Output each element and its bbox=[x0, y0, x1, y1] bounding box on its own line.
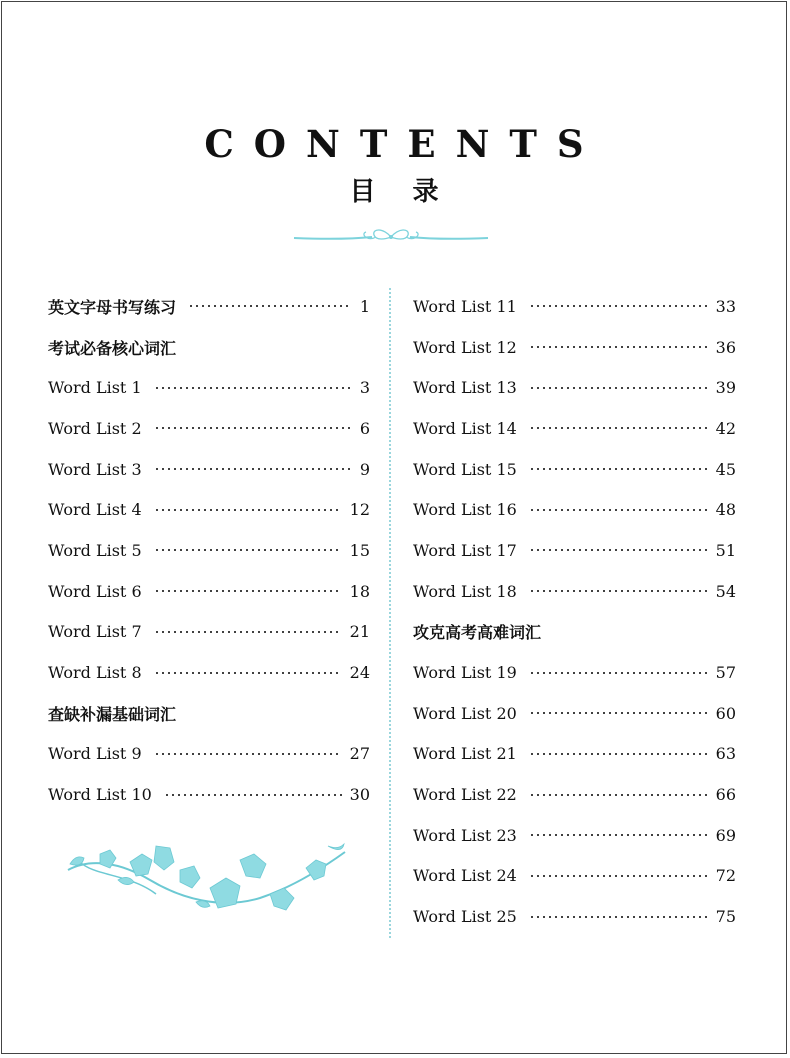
page-subtitle: 目 录 bbox=[349, 177, 453, 207]
toc-page-number: 6 bbox=[359, 418, 370, 438]
dot-leader bbox=[154, 753, 342, 755]
toc-right-column bbox=[413, 286, 736, 937]
toc-page-number: 18 bbox=[349, 581, 370, 601]
toc-page-number: 27 bbox=[349, 744, 370, 764]
column-divider bbox=[389, 288, 391, 938]
toc-page-number: 48 bbox=[715, 500, 736, 520]
toc-section-heading bbox=[413, 612, 736, 653]
toc-entry-label: Word List 15 bbox=[413, 459, 517, 479]
toc-entry-label: Word List 14 bbox=[413, 418, 517, 438]
toc-entry-label: Word List 6 bbox=[48, 581, 142, 601]
toc-entry[interactable] bbox=[413, 530, 736, 571]
flourish-ornament-icon bbox=[292, 224, 490, 248]
toc-page-number: 12 bbox=[349, 500, 370, 520]
toc-page-number: 75 bbox=[715, 907, 736, 927]
dot-leader bbox=[529, 794, 708, 796]
toc-entry[interactable] bbox=[413, 652, 736, 693]
toc-entry-label: Word List 11 bbox=[413, 296, 517, 316]
toc-entry-label: 考试必备核心词汇 bbox=[48, 338, 177, 358]
dot-leader bbox=[154, 468, 352, 470]
toc-entry-label: Word List 8 bbox=[48, 663, 142, 683]
toc-page-number: 60 bbox=[715, 703, 736, 723]
toc-page-number: 3 bbox=[359, 378, 370, 398]
toc-entry-label: Word List 9 bbox=[48, 744, 142, 764]
toc-entry-label: Word List 25 bbox=[413, 907, 517, 927]
toc-page-number: 21 bbox=[349, 622, 370, 642]
toc-entry-label: 攻克高考高难词汇 bbox=[413, 623, 542, 643]
toc-left-column bbox=[48, 286, 370, 815]
dot-leader bbox=[529, 753, 708, 755]
ivy-vine-icon bbox=[60, 840, 350, 928]
toc-entry-label: Word List 12 bbox=[413, 337, 517, 357]
toc-entry[interactable] bbox=[413, 327, 736, 368]
toc-entry[interactable] bbox=[48, 449, 370, 490]
toc-page-number: 30 bbox=[349, 785, 370, 805]
toc-entry[interactable] bbox=[413, 896, 736, 937]
dot-leader bbox=[154, 672, 342, 674]
toc-entry[interactable] bbox=[48, 571, 370, 612]
toc-entry-label: Word List 7 bbox=[48, 622, 142, 642]
dot-leader bbox=[154, 427, 352, 429]
toc-entry[interactable] bbox=[48, 734, 370, 775]
toc-entry[interactable] bbox=[413, 367, 736, 408]
dot-leader bbox=[529, 672, 708, 674]
dot-leader bbox=[164, 794, 342, 796]
toc-entry[interactable] bbox=[48, 530, 370, 571]
dot-leader bbox=[529, 346, 708, 348]
dot-leader bbox=[154, 509, 342, 511]
toc-page-number: 51 bbox=[715, 540, 736, 560]
dot-leader bbox=[529, 834, 708, 836]
toc-entry-label: Word List 20 bbox=[413, 703, 517, 723]
toc-entry-label: Word List 5 bbox=[48, 540, 142, 560]
toc-entry[interactable] bbox=[413, 489, 736, 530]
toc-entry-label: 查缺补漏基础词汇 bbox=[48, 704, 177, 724]
toc-entry[interactable] bbox=[48, 612, 370, 653]
toc-entry[interactable] bbox=[413, 571, 736, 612]
toc-entry[interactable] bbox=[413, 734, 736, 775]
toc-page-number: 39 bbox=[715, 378, 736, 398]
dot-leader bbox=[154, 387, 352, 389]
toc-entry[interactable] bbox=[48, 652, 370, 693]
dot-leader bbox=[154, 549, 342, 551]
dot-leader bbox=[529, 549, 708, 551]
toc-entry-label: Word List 18 bbox=[413, 581, 517, 601]
toc-page-number: 9 bbox=[359, 459, 370, 479]
toc-entry-label: Word List 10 bbox=[48, 785, 152, 805]
toc-section-heading bbox=[48, 693, 370, 734]
toc-page-number: 42 bbox=[715, 418, 736, 438]
toc-entry-label: Word List 2 bbox=[48, 418, 142, 438]
toc-entry[interactable] bbox=[413, 286, 736, 327]
dot-leader bbox=[529, 916, 708, 918]
dot-leader bbox=[529, 712, 708, 714]
toc-entry-label: Word List 22 bbox=[413, 785, 517, 805]
toc-page-number: 66 bbox=[715, 785, 736, 805]
toc-page-number: 54 bbox=[715, 581, 736, 601]
toc-entry[interactable] bbox=[413, 774, 736, 815]
toc-page-number: 72 bbox=[715, 866, 736, 886]
dot-leader bbox=[154, 631, 342, 633]
toc-entry-label: Word List 21 bbox=[413, 744, 517, 764]
page-title: CONTENTS bbox=[204, 122, 604, 166]
toc-page bbox=[1, 1, 787, 1054]
toc-entry-label: Word List 17 bbox=[413, 540, 517, 560]
toc-entry[interactable] bbox=[413, 815, 736, 856]
toc-entry-label: 英文字母书写练习 bbox=[48, 297, 177, 317]
toc-entry[interactable] bbox=[48, 367, 370, 408]
dot-leader bbox=[188, 305, 352, 307]
toc-section-heading bbox=[48, 327, 370, 368]
toc-page-number: 45 bbox=[715, 459, 736, 479]
toc-page-number: 36 bbox=[715, 337, 736, 357]
toc-entry[interactable] bbox=[413, 449, 736, 490]
toc-entry[interactable] bbox=[413, 693, 736, 734]
toc-page-number: 69 bbox=[715, 825, 736, 845]
dot-leader bbox=[529, 590, 708, 592]
toc-entry-label: Word List 19 bbox=[413, 663, 517, 683]
toc-entry-label: Word List 13 bbox=[413, 378, 517, 398]
dot-leader bbox=[529, 427, 708, 429]
dot-leader bbox=[529, 875, 708, 877]
toc-entry-label: Word List 16 bbox=[413, 500, 517, 520]
toc-entry[interactable] bbox=[413, 856, 736, 897]
dot-leader bbox=[154, 590, 342, 592]
dot-leader bbox=[529, 468, 708, 470]
toc-entry[interactable] bbox=[413, 408, 736, 449]
dot-leader bbox=[529, 509, 708, 511]
toc-page-number: 57 bbox=[715, 663, 736, 683]
toc-page-number: 24 bbox=[349, 663, 370, 683]
toc-entry[interactable] bbox=[48, 408, 370, 449]
dot-leader bbox=[529, 387, 708, 389]
toc-entry-label: Word List 4 bbox=[48, 500, 142, 520]
toc-entry[interactable] bbox=[48, 286, 370, 327]
toc-entry-label: Word List 23 bbox=[413, 825, 517, 845]
toc-page-number: 63 bbox=[715, 744, 736, 764]
toc-entry-label: Word List 24 bbox=[413, 866, 517, 886]
toc-entry-label: Word List 3 bbox=[48, 459, 142, 479]
toc-page-number: 33 bbox=[715, 296, 736, 316]
toc-entry-label: Word List 1 bbox=[48, 378, 142, 398]
toc-page-number: 1 bbox=[359, 296, 370, 316]
toc-page-number: 15 bbox=[349, 540, 370, 560]
toc-entry[interactable] bbox=[48, 774, 370, 815]
dot-leader bbox=[529, 305, 708, 307]
toc-entry[interactable] bbox=[48, 489, 370, 530]
